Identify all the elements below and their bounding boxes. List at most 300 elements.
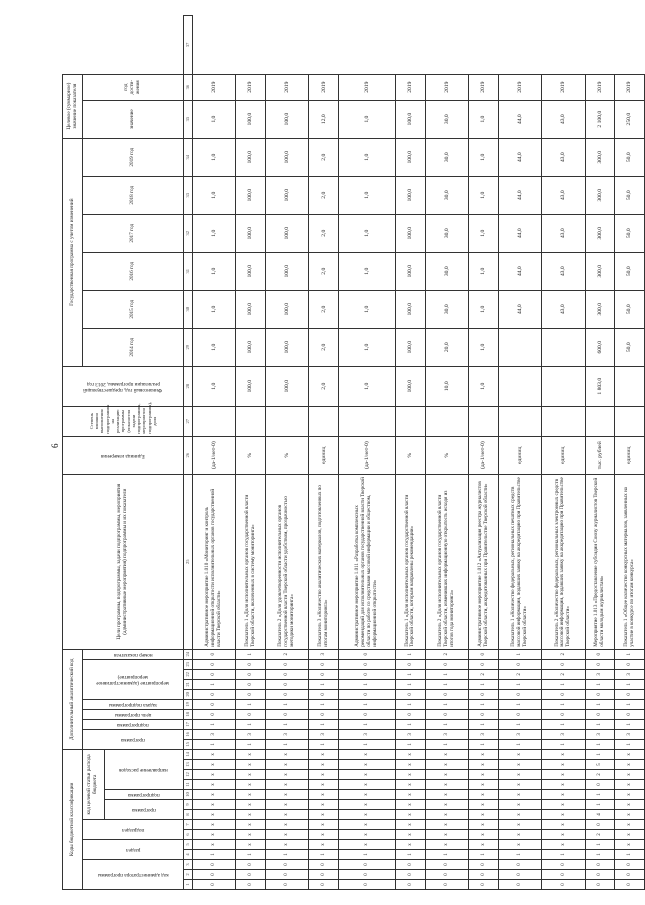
value-cell-v2019: 300,0 (585, 138, 615, 176)
value-cell-v2015: 300,0 (585, 290, 615, 328)
code-cell: 0 (266, 880, 309, 890)
column-index-row (184, 16, 193, 890)
code-cell: х (193, 760, 236, 770)
code-cell: 1 (585, 739, 615, 749)
code-cell: 0 (585, 659, 615, 669)
column-index-cell: 9 (184, 800, 193, 810)
column-index-cell: 23 (184, 659, 193, 669)
column-index-cell: 3 (184, 860, 193, 870)
column-index-cell: 36 (184, 74, 193, 100)
code-cell: х (542, 790, 585, 800)
code-cell: х (498, 749, 541, 759)
code-cell: х (396, 840, 426, 850)
a-zadacha-header: задача подпрограммы (83, 699, 184, 709)
code-cell: х (615, 800, 645, 810)
a-podprogramma-header: подпрограмма (83, 719, 184, 729)
code-cell: х (236, 830, 266, 840)
code-cell: х (266, 800, 309, 810)
code-cell: х (266, 749, 309, 759)
code-cell: х (542, 800, 585, 810)
code-cell: х (339, 770, 396, 780)
code-cell: 1 (396, 669, 426, 679)
value-cell-v2013 (542, 366, 585, 406)
code-cell: 0 (193, 689, 236, 699)
code-cell: 3 (309, 649, 339, 659)
code-cell: х (309, 780, 339, 790)
code-cell: 0 (498, 689, 541, 699)
value-cell-target: 250,0 (615, 100, 645, 138)
code-cell: 0 (339, 870, 396, 880)
code-cell: х (396, 770, 426, 780)
value-cell-v2018: 100,0 (396, 176, 426, 214)
stepen-cell (396, 406, 426, 436)
code-cell: х (266, 770, 309, 780)
code-cell: х (396, 800, 426, 810)
value-cell-v2013: 100,0 (236, 366, 266, 406)
value-cell-v2013: 2,0 (309, 366, 339, 406)
code-cell: 0 (266, 689, 309, 699)
unit-cell: % (425, 436, 468, 474)
column-index-cell: 30 (184, 290, 193, 328)
code-cell: 3 (236, 729, 266, 739)
code-cell: х (425, 780, 468, 790)
value-cell-v2014: 50,0 (615, 328, 645, 366)
code-cell: 3 (615, 669, 645, 679)
code-cell: х (615, 790, 645, 800)
code-cell: х (236, 760, 266, 770)
code-cell: х (498, 790, 541, 800)
code-cell: 0 (236, 679, 266, 689)
code-cell: 1 (236, 739, 266, 749)
znachenie-header: значение (83, 100, 184, 138)
code-cell: х (498, 820, 541, 830)
column-index-cell: 34 (184, 138, 193, 176)
code-cell: 1 (339, 679, 396, 689)
code-cell: х (396, 790, 426, 800)
code-cell: х (339, 810, 396, 820)
y2014-header: 2014 год (83, 328, 184, 366)
stepen-cell (309, 406, 339, 436)
value-cell-target: 43,0 (542, 100, 585, 138)
value-cell-v2019: 100,0 (396, 138, 426, 176)
code-cell: х (193, 780, 236, 790)
value-cell-v2016: 100,0 (266, 252, 309, 290)
code-cell: х (542, 760, 585, 770)
value-cell-v2019: 50,0 (615, 138, 645, 176)
code-cell: 0 (339, 689, 396, 699)
code-cell: 1 (396, 739, 426, 749)
value-cell-v2019: 2,0 (309, 138, 339, 176)
value-cell-v2016: 100,0 (396, 252, 426, 290)
value-cell-v2015: 1,0 (193, 290, 236, 328)
code-cell: 0 (542, 880, 585, 890)
code-cell: 1 (498, 699, 541, 709)
value-cell-v2017: 100,0 (236, 214, 266, 252)
code-cell: 0 (396, 860, 426, 870)
value-cell-year: 2019 (266, 74, 309, 100)
code-cell: х (396, 830, 426, 840)
code-cell: х (469, 760, 499, 770)
code-cell: 1 (309, 739, 339, 749)
table-row (615, 16, 645, 890)
value-cell-v2014: 20,0 (425, 328, 468, 366)
value-cell-v2016: 2,0 (309, 252, 339, 290)
code-cell: х (542, 749, 585, 759)
column-index-cell: 13 (184, 760, 193, 770)
code-cell: 5 (585, 760, 615, 770)
unit-cell: % (236, 436, 266, 474)
code-cell: х (236, 790, 266, 800)
gos-prog-group-header: Государственная программа с учетом изменений (63, 138, 83, 366)
value-cell-v2016: 100,0 (236, 252, 266, 290)
unit-cell: единиц (309, 436, 339, 474)
value-cell-v2018: 44,0 (498, 176, 541, 214)
code-cell: 0 (425, 880, 468, 890)
code-cell: 0 (615, 709, 645, 719)
code-cell: 1 (425, 739, 468, 749)
stepen-cell (236, 406, 266, 436)
code-cell: х (339, 749, 396, 759)
code-cell: х (396, 760, 426, 770)
value-cell-v2015: 100,0 (266, 290, 309, 328)
codes-group-header: Коды бюджетной классификации (63, 749, 83, 889)
code-cell: 0 (193, 659, 236, 669)
code-cell: 1 (425, 669, 468, 679)
code-cell: 1 (339, 850, 396, 860)
code-cell: 0 (193, 699, 236, 709)
value-cell-year: 2019 (309, 74, 339, 100)
code-cell: 1 (498, 679, 541, 689)
code-cell: 2 (266, 649, 309, 659)
code-cell: 1 (585, 850, 615, 860)
code-cell: 0 (425, 659, 468, 669)
indicator-text-cell: Показатель 1 «Доля исполнительных органов государственной власти Тверской области, включенных в систему мониторинга» (236, 474, 266, 649)
indicator-text-cell: Показатель 2 «Доля удовлетворенности исполнительных органов государственной власти Тверской области удобством, прозрачностью методики мониторинга» (266, 474, 309, 649)
unit-header: Единица измерения (63, 436, 184, 474)
code-cell: 1 (498, 649, 541, 659)
code-cell: 0 (396, 659, 426, 669)
code-cell: х (542, 780, 585, 790)
code-cell: 3 (339, 729, 396, 739)
column-index-cell: 25 (184, 474, 193, 649)
code-cell: 0 (585, 649, 615, 659)
column-index-cell: 24 (184, 649, 193, 659)
code-cell: 4 (585, 810, 615, 820)
code-cell: 1 (425, 719, 468, 729)
table-row (469, 16, 499, 890)
value-cell-v2013: 1,0 (469, 366, 499, 406)
additional-code-group-header: Дополнительный аналитический код (63, 649, 83, 749)
code-cell: х (309, 790, 339, 800)
code-cell: 0 (193, 669, 236, 679)
code-cell: х (339, 790, 396, 800)
code-cell: 0 (585, 820, 615, 830)
code-cell: х (266, 790, 309, 800)
value-cell-v2018: 300,0 (585, 176, 615, 214)
code-cell: х (236, 770, 266, 780)
value-cell-v2013: 1 803,0 (585, 366, 615, 406)
value-cell-target: 44,0 (498, 100, 541, 138)
code-cell: 0 (425, 689, 468, 699)
value-cell-year: 2019 (615, 74, 645, 100)
value-cell-target: 1,0 (339, 100, 396, 138)
code-cell: х (498, 800, 541, 810)
table-row (425, 16, 468, 890)
code-cell: 0 (193, 649, 236, 659)
code-cell: 1 (585, 800, 615, 810)
code-cell: х (266, 810, 309, 820)
value-cell-v2014: 1,0 (339, 328, 396, 366)
indicator-text-cell: Показатель 1 «Общее количество конкурсных материалов, заявленных на участие в конкурсе по итогам конкурса» (615, 474, 645, 649)
code-cell: 1 (585, 679, 615, 689)
value-cell-target: 100,0 (266, 100, 309, 138)
code-cell: 0 (425, 860, 468, 870)
code-cell: 0 (469, 860, 499, 870)
code-cell: 1 (236, 699, 266, 709)
code-cell: 1 (585, 840, 615, 850)
value-cell-v2015: 30,0 (425, 290, 468, 328)
stepen-cell (339, 406, 396, 436)
code-cell: 1 (615, 850, 645, 860)
value-cell-v2017: 100,0 (396, 214, 426, 252)
code-cell: 3 (498, 729, 541, 739)
code-cell: х (425, 760, 468, 770)
code-cell: 1 (236, 649, 266, 659)
code-cell: 2 (585, 770, 615, 780)
code-cell: х (469, 830, 499, 840)
value-cell-year: 2019 (396, 74, 426, 100)
stepen-cell (615, 406, 645, 436)
code-cell: 0 (498, 870, 541, 880)
column-index-cell: 4 (184, 850, 193, 860)
value-cell-v2017: 100,0 (266, 214, 309, 252)
column-index-cell: 31 (184, 252, 193, 290)
code-cell: х (425, 820, 468, 830)
code-cell: х (339, 760, 396, 770)
code-cell: 0 (542, 689, 585, 699)
unit-cell: (да-1/нет-0) (193, 436, 236, 474)
code-cell: х (339, 840, 396, 850)
code-cell: 1 (396, 649, 426, 659)
value-cell-year: 2019 (339, 74, 396, 100)
unit-cell: (да-1/нет-0) (339, 436, 396, 474)
code-cell: 3 (309, 729, 339, 739)
value-cell-v2014: 1,0 (469, 328, 499, 366)
value-cell-v2017: 300,0 (585, 214, 615, 252)
goals-text-header: Цели программы, подпрограммы, задачи подпрограммы, мероприятия (административные мероприятия) подпрограммы и их показатели (63, 474, 184, 649)
code-cell: 1 (309, 850, 339, 860)
code-cell: х (339, 780, 396, 790)
value-cell-v2019: 1,0 (339, 138, 396, 176)
code-cell: 1 (585, 749, 615, 759)
code-cell: х (236, 780, 266, 790)
value-cell-v2017: 2,0 (309, 214, 339, 252)
unit-cell: единиц (498, 436, 541, 474)
a-meropriyatie-header: мероприятие (административное мероприятие) (83, 659, 184, 699)
value-cell-v2018: 50,0 (615, 176, 645, 214)
value-cell-v2015: 1,0 (339, 290, 396, 328)
value-cell-v2013 (615, 366, 645, 406)
code-cell: х (469, 820, 499, 830)
value-cell-year: 2019 (236, 74, 266, 100)
table-row (542, 16, 585, 890)
code-cell: 2 (542, 649, 585, 659)
value-cell-v2016: 44,0 (498, 252, 541, 290)
code-cell: х (236, 840, 266, 850)
value-cell-v2016: 50,0 (615, 252, 645, 290)
code-cell: х (236, 800, 266, 810)
value-cell-v2014 (542, 328, 585, 366)
value-cell-target: 12,0 (309, 100, 339, 138)
code-cell: х (469, 810, 499, 820)
code-cell: х (425, 830, 468, 840)
value-cell-v2019: 100,0 (236, 138, 266, 176)
column-index-cell: 1 (184, 880, 193, 890)
code-cell: 0 (193, 860, 236, 870)
column-index-cell: 33 (184, 176, 193, 214)
value-cell-v2015: 2,0 (309, 290, 339, 328)
code-cell: 1 (193, 850, 236, 860)
value-cell-v2016: 1,0 (469, 252, 499, 290)
value-cell-v2014: 2,0 (309, 328, 339, 366)
value-cell-v2019: 43,0 (542, 138, 585, 176)
code-cell: 1 (266, 850, 309, 860)
column-index-cell: 28 (184, 366, 193, 406)
column-index-cell: 11 (184, 780, 193, 790)
column-index-cell: 14 (184, 749, 193, 759)
value-cell-v2018: 1,0 (193, 176, 236, 214)
code-cell: 0 (266, 860, 309, 870)
code-cell: 0 (236, 689, 266, 699)
table-row (236, 16, 266, 890)
code-cell: х (396, 780, 426, 790)
code-cell: 0 (585, 689, 615, 699)
value-cell-v2014: 100,0 (396, 328, 426, 366)
code-cell: 2 (425, 649, 468, 659)
code-cell: 1 (615, 679, 645, 689)
value-cell-v2015: 100,0 (236, 290, 266, 328)
code-cell: 1 (542, 719, 585, 729)
value-cell-v2017: 1,0 (339, 214, 396, 252)
column-index-cell: 26 (184, 436, 193, 474)
value-cell-target: 1,0 (469, 100, 499, 138)
code-cell: 0 (615, 880, 645, 890)
code-cell: 1 (339, 739, 396, 749)
value-cell-v2019: 100,0 (266, 138, 309, 176)
value-cell-v2017: 30,0 (425, 214, 468, 252)
code-cell: х (469, 840, 499, 850)
column-index-cell: 29 (184, 328, 193, 366)
code-cell: х (615, 780, 645, 790)
column-index-cell: 27 (184, 406, 193, 436)
value-cell-target: 30,0 (425, 100, 468, 138)
column-index-cell: 37 (184, 16, 193, 75)
code-cell: х (266, 780, 309, 790)
code-cell: 0 (469, 659, 499, 669)
code-cell: 0 (615, 659, 645, 669)
code-cell: 2 (469, 669, 499, 679)
unit-cell: % (266, 436, 309, 474)
programma-header: программа (104, 800, 183, 820)
unit-cell: единиц (615, 436, 645, 474)
value-cell-year: 2019 (469, 74, 499, 100)
value-cell-v2013: 100,0 (266, 366, 309, 406)
indicator-text-cell: Административное мероприятие 1.010 «Мониторинг и контроль информационной открытости исполнительных органов государственной власти Тверской области» (193, 474, 236, 649)
value-cell-v2014: 100,0 (236, 328, 266, 366)
indicator-text-cell: Показатель 1 «Количество федеральных, региональных печатных средств массовой информации, подавших заявку на аккредитацию при Правительстве Тверской области» (498, 474, 541, 649)
code-cell: х (193, 840, 236, 850)
code-cell: 0 (425, 870, 468, 880)
code-cell: 0 (236, 659, 266, 669)
code-cell: х (615, 810, 645, 820)
value-cell-v2018: 43,0 (542, 176, 585, 214)
code-cell: 1 (469, 850, 499, 860)
value-cell-v2014: 1,0 (193, 328, 236, 366)
code-cell: х (542, 770, 585, 780)
table-row (585, 16, 615, 890)
code-cell: 1 (542, 679, 585, 689)
code-cell: 0 (469, 870, 499, 880)
code-cell: 1 (498, 739, 541, 749)
value-cell-v2017: 44,0 (498, 214, 541, 252)
value-cell-v2014: 100,0 (266, 328, 309, 366)
code-cell: 0 (193, 870, 236, 880)
code-cell: х (425, 800, 468, 810)
code-cell: 1 (585, 790, 615, 800)
indicator-text-cell: Мероприятие 1.013 «Предоставление субсидии Союзу журналистов Тверской области молодым журналистам» (585, 474, 615, 649)
code-cell: 0 (309, 669, 339, 679)
code-cell: 0 (339, 860, 396, 870)
table-body (193, 16, 645, 890)
y2018-header: 2018 год (83, 176, 184, 214)
code-cell: 0 (469, 689, 499, 699)
a-cel-prog-header: цель программы (83, 709, 184, 719)
code-cell: 3 (193, 729, 236, 739)
code-cell: х (615, 770, 645, 780)
column-index-cell: 32 (184, 214, 193, 252)
target-expense-header: код целевой статьи расхода бюджета (83, 749, 105, 819)
code-cell: 1 (585, 719, 615, 729)
code-cell: 1 (396, 719, 426, 729)
code-cell: 1 (615, 719, 645, 729)
column-index-cell: 22 (184, 669, 193, 679)
code-cell: х (498, 770, 541, 780)
y2015-header: 2015 год (83, 290, 184, 328)
code-cell: х (339, 820, 396, 830)
value-cell-v2018: 2,0 (309, 176, 339, 214)
code-cell: 1 (236, 719, 266, 729)
code-cell: х (425, 770, 468, 780)
code-cell: х (309, 770, 339, 780)
column-index-cell: 21 (184, 679, 193, 689)
code-cell: 0 (339, 669, 396, 679)
code-cell: х (236, 810, 266, 820)
code-cell: 3 (542, 729, 585, 739)
code-cell: 2 (542, 669, 585, 679)
code-cell: 1 (236, 850, 266, 860)
code-cell: 0 (542, 870, 585, 880)
code-cell: 0 (236, 860, 266, 870)
code-cell: х (498, 780, 541, 790)
a-nomer-header: номер показателя (83, 649, 184, 659)
code-cell: х (193, 770, 236, 780)
stepen-cell (469, 406, 499, 436)
code-cell: х (542, 830, 585, 840)
code-cell: 0 (339, 709, 396, 719)
code-cell: х (309, 800, 339, 810)
column-index-cell: 5 (184, 840, 193, 850)
code-cell: 0 (266, 679, 309, 689)
